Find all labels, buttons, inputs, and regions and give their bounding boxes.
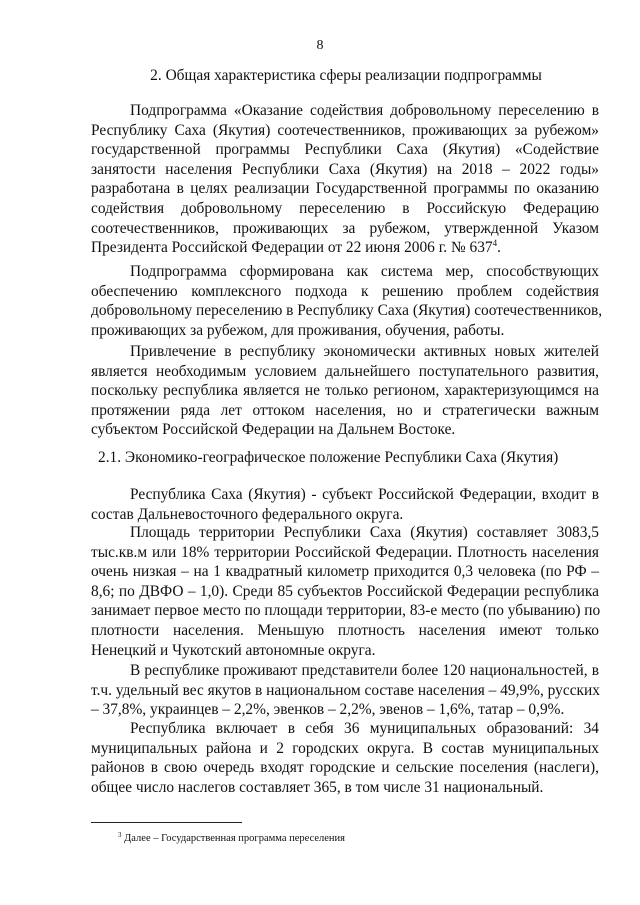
paragraph-line: Республика Саха (Якутия) - субъект Российской Федерации, входит в [130,486,599,503]
paragraph-5 [91,523,599,660]
paragraph-line: проживающих за рубежом, для проживания, обучения, работы. [91,321,505,339]
footnote-text: Далее – Государственная программа переселения [124,833,345,844]
paragraph-line: обеспечению комплексного подхода к решению проблем содействия [91,282,599,300]
paragraph-line: районов в свою очередь входят городские и сельские поселения (наслеги), [91,759,599,777]
subsection-heading: 2.1. Экономико-географическое положение Республики Саха (Якутия) [98,449,559,466]
paragraph-line: поскольку республика является не только регионом, характеризующимся на [91,382,599,400]
footnote-marker: 3 [118,831,122,839]
paragraph-line: 8,6; по ДВФО – 1,0). Среди 85 субъектов Российской Федерации республика [91,582,599,600]
paragraph-line: разработана в целях реализации Государственной программы по оказанию [91,180,599,198]
paragraph-4 [91,485,599,524]
paragraph-line: – 37,8%, украинцев – 2,2%, эвенков – 2,2%, эвенов – 1,6%, татар – 0,9%. [91,701,565,719]
paragraph-line: Площадь территории Республики Саха (Якутия) составляет 3083,5 [130,524,599,541]
footnote-reference: 4 [492,238,498,249]
section-heading: 2. Общая характеристика сферы реализации подпрограммы [150,67,542,84]
paragraph-2 [91,262,603,340]
paragraph-line: Ненецкий и Чукотский автономные округа. [91,641,376,659]
paragraph-3 [91,342,599,440]
footnote [118,832,345,845]
paragraph-line: плотности населения. Меньшую плотность населения имеют только [91,621,599,639]
footnote-separator [91,822,242,823]
paragraph-line: В республике проживают представители более 120 национальностей, в [130,662,599,679]
paragraph-line: т.ч. удельный вес якутов в национальном составе населения – 49,9%, русских [91,681,600,699]
paragraph-line: соотечественников, проживающих за рубежом, утвержденной Указом [91,219,599,237]
paragraph-1 [91,101,599,258]
paragraph-line: Республику Саха (Якутия) соотечественников, проживающих за рубежом» [91,121,599,139]
paragraph-6 [91,661,599,720]
paragraph-line: добровольному переселению в Республику Саха (Якутия) соотечественников, [91,302,603,320]
paragraph-line: Привлечение в республику экономически активных новых жителей [130,343,599,360]
paragraph-line: муниципальных района и 2 городских округа. В состав муниципальных [91,739,599,757]
paragraph-line: Подпрограмма сформирована как система мер, способствующих [130,263,599,280]
paragraph-line: состав Дальневосточного федерального округа. [91,505,404,523]
paragraph-line-text: Президента Российской Федерации от 22 июня 2006 г. № 637 [91,239,493,257]
paragraph-line: очень низкая – на 1 квадратный километр приходится 0,3 человека (по РФ – [91,563,599,581]
paragraph-line: протяжении ряда лет оттоком населения, но и стратегически важным [91,401,599,419]
paragraph-line: тыс.кв.м или 18% территории Российской Федерации. Плотность населения [91,543,599,561]
paragraph-line: занятости населения Республики Саха (Якутия) на 2018 – 2022 годы» [91,160,599,178]
period: . [497,239,501,257]
paragraph-line: Республика включает в себя 36 муниципальных образований: 34 [130,720,599,737]
paragraph-line: Подпрограмма «Оказание содействия добровольному переселению в [130,102,599,119]
paragraph-line: государственной программы Республики Саха (Якутия) «Содействие [91,141,599,159]
paragraph-line: субъектом Российской Федерации на Дальнем Востоке. [91,421,456,439]
paragraph-line: занимает первое место по площади территории, 83-е место (по убыванию) по [91,602,601,620]
paragraph-line: является необходимым условием дальнейшего поступательного развития, [91,362,599,380]
paragraph-line-with-footnote [91,238,599,258]
paragraph-line: общее число наслегов составляет 365, в том числе 31 национальный. [91,778,544,796]
paragraph-7 [91,719,599,797]
paragraph-line: содействия добровольному переселению в Российскую Федерацию [91,199,599,217]
page-number: 8 [316,38,324,53]
